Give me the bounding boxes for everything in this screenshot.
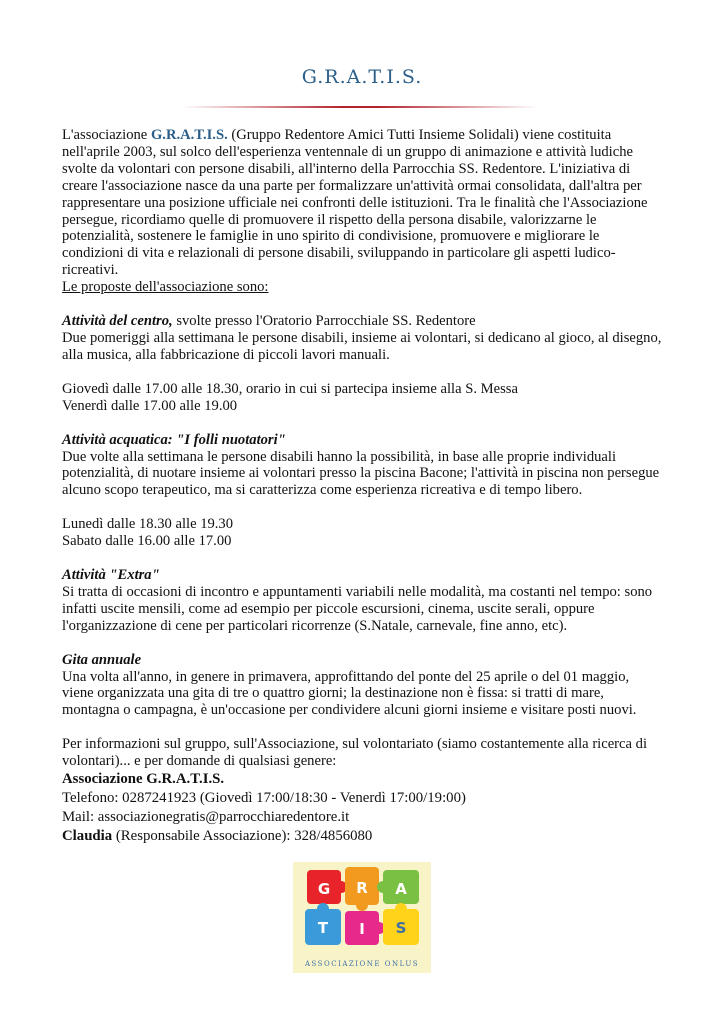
contact-phone: Telefono: 0287241923 (Giovedì 17:00/18:30 - Venerdì 17:00/19:00) (62, 790, 466, 807)
centro-schedule-1: Giovedì dalle 17.00 alle 18.30, orario in cui si partecipa insieme alla S. Messa (62, 380, 518, 397)
acquatica-heading: Attività acquatica: "I folli nuotatori" (62, 431, 286, 448)
title-divider (182, 106, 538, 108)
gita-text: Una volta all'anno, in genere in primavera, approfittando del ponte del 25 aprile o del 01 maggio, viene organizzata una gita di tre o quattro giorni; la destinazione non è fissa: si tratti di mare, montagna o campagna, è un'occasione per condividere alcuni giorni insieme e visitare posti nuovi. (62, 668, 637, 719)
logo-letter: G (317, 880, 331, 898)
puzzle-knob (356, 899, 368, 911)
intro-text: (Gruppo Redentore Amici Tutti Insieme Solidali) viene costituita nell'aprile 2003, sul solco dell'esperienza ventennale di un gruppo di animazione e attività ludiche svolte da volontari con persone disabili, all'interno della Parrocchia SS. Redentore. L'iniziativa di creare l'associazione nasce da una parte per formalizzare un'attività ormai consolidata, dall'altra per rappresentare una posizione ufficiale nei confronti delle istituzioni. Tra le finalità che l'Associazione persegue, ricordiamo quelle di promuovere il rispetto della persona disabile, valorizzarne le potenzialità, sostenere le famiglie in uno spirito di condivisione, promuovere e migliorare le condizioni di vita e relazionali di persone disabili, sviluppando in particolare gli aspetti ludico-ricreativi. (62, 127, 648, 279)
puzzle-logo-graphic (293, 862, 431, 973)
puzzle-knob (377, 881, 389, 893)
contact-person (62, 827, 662, 846)
puzzle-knob (317, 903, 329, 915)
page-title: G.R.A.T.I.S. (301, 66, 423, 88)
centro-text: Due pomeriggi alla settimana le persone disabili, insieme ai volontari, si dedicano al gioco, al disegno, alla musica, alla fabbricazione di piccoli lavori manuali. (62, 329, 662, 363)
contact-org: Associazione G.R.A.T.I.S. (62, 771, 225, 788)
logo-letter: R (356, 879, 368, 897)
centro-heading: Attività del centro, (62, 313, 173, 330)
intro-paragraph (62, 127, 662, 279)
logo-letter: A (395, 880, 407, 898)
centro-heading-line (62, 313, 662, 330)
logo-caption: Associazione Onlus (304, 960, 420, 968)
centro-schedule-2: Venerdì dalle 17.00 alle 19.00 (62, 397, 238, 414)
logo-letter: S (395, 919, 407, 937)
intro-prefix: L'associazione (62, 127, 151, 143)
contact-person-rest: (Responsabile Associazione): 328/4856080 (112, 828, 373, 845)
centro-heading-rest: svolte presso l'Oratorio Parrocchiale SS. Redentore (172, 313, 476, 330)
proposals-heading: Le proposte dell'associazione sono: (62, 279, 269, 296)
document-body (62, 127, 662, 846)
acquatica-text: Due volte alla settimana le persone disabili hanno la possibilità, in base alle proprie individuali potenzialità, di nuotare insieme ai volontari presso la piscina Bacone; l'attività in piscina non persegue alcuno scopo terapeutico, ma si caratterizza come esperienza ricreativa e di tempo libero. (62, 448, 660, 499)
contact-block (62, 770, 662, 846)
logo-letter: I (359, 920, 365, 938)
extra-heading: Attività "Extra" (62, 567, 160, 584)
logo-letter: T (317, 919, 329, 937)
extra-text: Si tratta di occasioni di incontro e appuntamenti variabili nelle modalità, ma costanti nel tempo: sono infatti uscite mensili, come ad esempio per piccole escursioni, cinema, uscite serali, oppure l'organizzazione di cene per particolari ricorrenze (S.Natale, carnevale, fine anno, etc). (62, 583, 653, 634)
puzzle-knob (395, 903, 407, 915)
gita-heading: Gita annuale (62, 651, 142, 668)
brand-name: G.R.A.T.I.S. (150, 127, 228, 143)
gratis-logo (293, 862, 431, 973)
info-text: Per informazioni sul gruppo, sull'Associazione, sul volontariato (siamo costantemente alla ricerca di volontari)... e per domande di qualsiasi genere: (62, 736, 647, 770)
contact-mail: Mail: associazionegratis@parrocchiaredentore.it (62, 809, 350, 826)
acquatica-schedule-1: Lunedì dalle 18.30 alle 19.30 (62, 516, 234, 533)
acquatica-schedule-2: Sabato dalle 16.00 alle 17.00 (62, 533, 232, 550)
contact-person-name: Claudia (62, 828, 113, 845)
